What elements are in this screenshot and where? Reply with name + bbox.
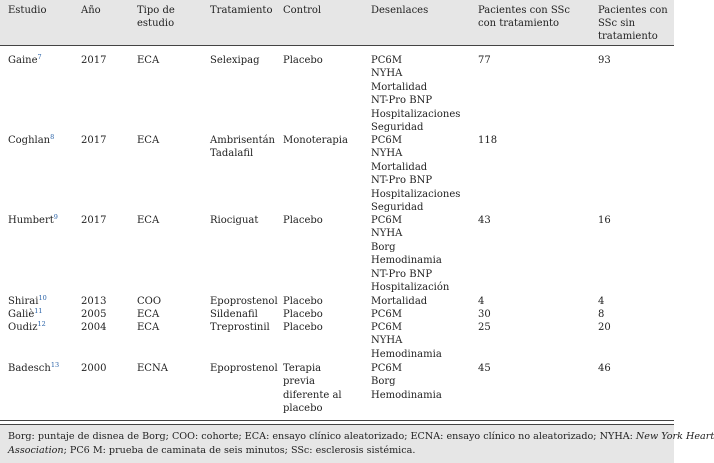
header-con: con tratamiento [478, 18, 560, 29]
cell-con: 30 [478, 309, 491, 320]
cell-estudio [8, 54, 42, 68]
cell-tratamiento: Tadalafil [210, 148, 254, 160]
cell-tratamiento: Epoprostenol [210, 363, 278, 374]
cell-tipo: ECA [137, 135, 160, 146]
cell-estudio [8, 321, 46, 335]
cell-desenlaces: Hospitalizaciones [371, 108, 461, 120]
cell-anio: 2004 [81, 322, 107, 333]
cell-desenlaces: PC6M [371, 55, 402, 66]
header-anio: Año [81, 5, 101, 16]
header-tratamiento: Tratamiento [210, 5, 273, 16]
cell-control: Monoterapia [283, 135, 348, 146]
reference-number: 7 [37, 53, 42, 61]
header-tipo: Tipo de [137, 5, 175, 16]
cell-tipo: ECA [137, 322, 160, 333]
header-sin: SSc sin [598, 18, 636, 29]
cell-desenlaces: Hospitalizaciones [371, 188, 461, 200]
cell-tratamiento: Sildenafil [210, 309, 258, 320]
cell-control: Placebo [283, 309, 323, 320]
cell-con: 45 [478, 363, 491, 374]
cell-desenlaces: NYHA [371, 148, 403, 160]
cell-sin: 93 [598, 55, 611, 66]
cell-desenlaces: Borg [371, 241, 396, 253]
reference-number: 8 [50, 133, 55, 141]
cell-tratamiento: Treprostinil [210, 322, 270, 333]
cell-anio: 2017 [81, 55, 107, 66]
study-name: Oudiz [8, 322, 38, 333]
cell-estudio [8, 214, 58, 228]
cell-con: 4 [478, 296, 485, 307]
study-name: Shirai [8, 296, 39, 307]
cell-control: Placebo [283, 296, 323, 307]
cell-anio: 2013 [81, 296, 107, 307]
cell-desenlaces: NYHA [371, 228, 403, 240]
cell-tipo: ECNA [137, 363, 168, 374]
cell-desenlaces: PC6M [371, 215, 402, 226]
cell-control: previa [283, 376, 315, 388]
cell-desenlaces: NT-Pro BNP [371, 268, 433, 280]
header-desenlaces: Desenlaces [371, 5, 429, 16]
reference-number: 11 [34, 307, 43, 315]
cell-anio: 2017 [81, 135, 107, 146]
cell-desenlaces: Hemodinamia [371, 389, 442, 401]
cell-control: diferente al [283, 389, 342, 401]
cell-tipo: COO [137, 296, 162, 307]
study-name: Badesch [8, 363, 51, 374]
cell-sin: 4 [598, 296, 605, 307]
cell-desenlaces: NYHA [371, 68, 403, 80]
cell-control: Placebo [283, 215, 323, 226]
footnote-text: ; PC6 M: prueba de caminata de seis minutos; SSc: esclerosis sistémica. [63, 445, 416, 456]
study-name: Humbert [8, 215, 54, 226]
cell-sin: 46 [598, 363, 611, 374]
cell-desenlaces: NT-Pro BNP [371, 175, 433, 187]
cell-desenlaces: Seguridad [371, 202, 424, 213]
cell-desenlaces: PC6M [371, 135, 402, 146]
table-header [0, 0, 674, 45]
cell-con: 43 [478, 215, 491, 226]
cell-tipo: ECA [137, 215, 160, 226]
table-bottom-rule [0, 420, 674, 421]
cell-desenlaces: Mortalidad [371, 81, 428, 93]
cell-anio: 2000 [81, 363, 107, 374]
study-name: Galiè [8, 309, 35, 320]
cell-desenlaces: PC6M [371, 309, 402, 320]
cell-desenlaces: Hospitalización [371, 282, 450, 293]
cell-sin: 8 [598, 309, 605, 320]
cell-con: 25 [478, 322, 491, 333]
cell-tratamiento: Selexipag [210, 55, 260, 66]
cell-tratamiento: Riociguat [210, 215, 259, 226]
cell-anio: 2017 [81, 215, 107, 226]
cell-sin: 20 [598, 322, 611, 333]
cell-anio: 2005 [81, 309, 107, 320]
cell-con: 118 [478, 135, 498, 146]
cell-tratamiento: Ambrisentán [210, 135, 275, 146]
header-con: Pacientes con SSc [478, 5, 571, 16]
cell-tratamiento: Epoprostenol [210, 296, 278, 307]
cell-control: placebo [283, 403, 323, 415]
cell-desenlaces: Mortalidad [371, 161, 428, 173]
cell-sin: 16 [598, 215, 611, 226]
cell-desenlaces: NT-Pro BNP [371, 95, 433, 107]
cell-desenlaces: Mortalidad [371, 296, 428, 307]
cell-desenlaces: Seguridad [371, 122, 424, 133]
cell-tipo: ECA [137, 55, 160, 66]
header-estudio: Estudio [8, 5, 47, 16]
reference-number: 13 [50, 361, 60, 369]
header-sin: Pacientes con [598, 5, 668, 16]
header-control: Control [283, 5, 322, 16]
footnote-italic: New York Heart [635, 431, 714, 442]
reference-number: 12 [37, 320, 46, 328]
header-divider [0, 45, 674, 46]
cell-desenlaces: PC6M [371, 363, 402, 374]
table-footnote [0, 424, 714, 463]
cell-estudio [8, 362, 59, 376]
cell-desenlaces: Borg [371, 376, 396, 388]
header-sin: tratamiento [598, 31, 658, 42]
study-name: Coghlan [8, 135, 51, 146]
footnote-italic: Association [8, 445, 64, 456]
cell-estudio [8, 134, 54, 148]
cell-desenlaces: Hemodinamia [371, 255, 442, 267]
cell-control: Placebo [283, 322, 323, 333]
study-name: Gaine [8, 55, 38, 66]
cell-control: Terapia [283, 363, 322, 374]
cell-desenlaces: PC6M [371, 322, 402, 333]
reference-number: 9 [53, 213, 58, 221]
cell-con: 77 [478, 55, 491, 66]
reference-number: 10 [38, 294, 47, 302]
footnote-text: Borg: puntaje de disnea de Borg; COO: cohorte; ECA: ensayo clínico aleatorizado; ECNA: ensayo clínico no aleatorizado; NYHA: [8, 431, 636, 442]
cell-control: Placebo [283, 55, 323, 66]
cell-tipo: ECA [137, 309, 160, 320]
cell-desenlaces: Hemodinamia [371, 348, 442, 360]
cell-desenlaces: NYHA [371, 335, 403, 347]
header-tipo: estudio [137, 18, 175, 29]
